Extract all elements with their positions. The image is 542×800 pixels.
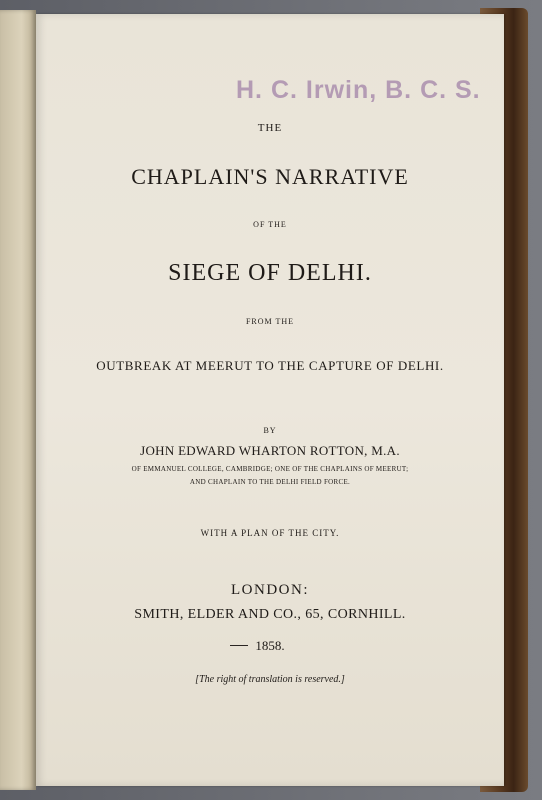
ownership-stamp: H. C. Irwin, B. C. S. <box>236 76 481 104</box>
affiliation-line-2: AND CHAPLAIN TO THE DELHI FIELD FORCE. <box>189 478 351 486</box>
book-cover-edge <box>0 10 36 790</box>
rights-notice: [The right of translation is reserved.] <box>195 674 345 685</box>
from-the-label: FROM THE <box>245 317 295 326</box>
title-page <box>36 14 504 786</box>
author: JOHN EDWARD WHARTON ROTTON, M.A. <box>140 443 400 458</box>
title-line-1: CHAPLAIN'S NARRATIVE <box>131 164 409 189</box>
subtitle: OUTBREAK AT MEERUT TO THE CAPTURE OF DELHI. <box>96 358 444 373</box>
affiliation-line-1: OF EMMANUEL COLLEGE, CAMBRIDGE; ONE OF THE CHAPLAINS OF MEERUT; <box>131 465 409 473</box>
of-the-label: OF THE <box>253 220 287 229</box>
publication-year: 1858. <box>255 638 285 653</box>
publisher: SMITH, ELDER AND CO., 65, CORNHILL. <box>134 607 406 622</box>
plan-note: WITH A PLAN OF THE CITY. <box>200 528 340 538</box>
the-label: THE <box>257 122 283 134</box>
title-line-2: SIEGE OF DELHI. <box>168 260 372 286</box>
publication-city: LONDON: <box>231 582 309 598</box>
by-label: BY <box>263 426 277 435</box>
